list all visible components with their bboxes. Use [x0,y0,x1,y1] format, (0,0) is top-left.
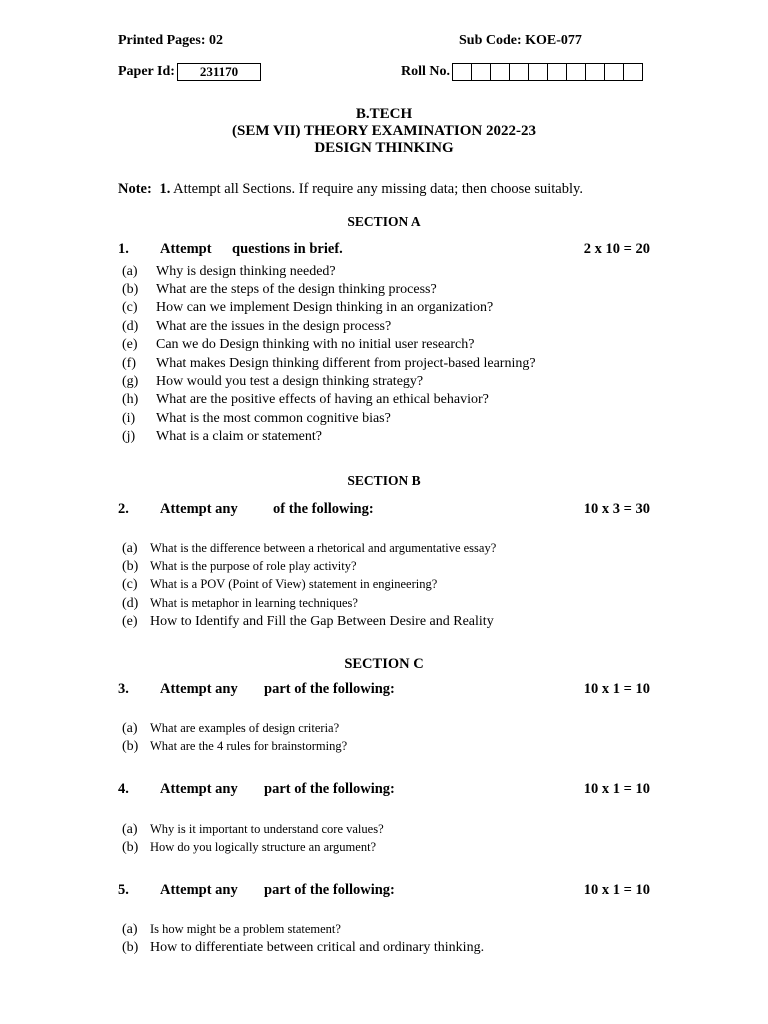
note [118,181,583,198]
question-5-line [0,882,768,900]
item-label: (a) [122,541,138,556]
item-text: What makes Design thinking different from project-based learning? [156,356,536,371]
title-exam: (SEM VII) THEORY EXAMINATION 2022-23 [232,123,536,139]
question-number: 5. [118,882,129,898]
item-text: What is a POV (Point of View) statement in engineering? [150,577,438,591]
question-2-line [0,501,768,519]
question-marks: 10 x 1 = 10 [583,882,650,898]
roll-no-boxes [452,63,643,81]
question-instruction-rest: part of the following: [264,781,395,797]
item-label: (e) [122,614,138,629]
roll-no-cell [490,64,509,80]
roll-no-cell [585,64,604,80]
item-label: (b) [122,282,139,297]
item-label: (b) [122,840,139,855]
question-4-line [0,781,768,799]
item-text: What are the steps of the design thinking process? [156,282,437,297]
section-b-heading: SECTION B [347,473,421,488]
item-text: What is metaphor in learning techniques? [150,596,358,610]
question-number: 2. [118,501,129,517]
question-1-line [0,241,768,259]
roll-no-cell [547,64,566,80]
question-number: 3. [118,681,129,697]
item-label: (d) [122,596,139,611]
item-text: How can we implement Design thinking in an organization? [156,300,494,315]
question-instruction: Attempt [160,241,212,257]
item-label: (d) [122,319,139,334]
item-label: (e) [122,337,138,352]
roll-no-cell [471,64,490,80]
roll-no-cell [604,64,623,80]
item-text: Why is it important to understand core values? [150,822,384,836]
printed-pages: Printed Pages: 02 [118,33,223,48]
item-label: (c) [122,577,138,592]
roll-no-cell [566,64,585,80]
question-marks: 2 x 10 = 20 [583,241,650,257]
question-marks: 10 x 3 = 30 [583,501,650,517]
note-text: Attempt all Sections. If require any missing data; then choose suitably. [173,181,583,197]
item-label: (a) [122,264,138,279]
item-label: (g) [122,374,139,389]
item-text: What is the purpose of role play activity? [150,559,357,573]
item-text: What is the most common cognitive bias? [156,411,391,426]
item-label: (a) [122,822,138,837]
title-degree: B.TECH [355,106,413,122]
question-instruction-rest: of the following: [273,501,374,517]
item-label: (i) [122,411,136,426]
question-instruction: Attempt any [160,501,238,517]
item-label: (h) [122,392,139,407]
item-label: (a) [122,922,138,937]
question-instruction: Attempt any [160,781,238,797]
question-3-line [0,681,768,699]
question-number: 1. [118,241,129,257]
paper-id-label: Paper Id: [118,64,175,79]
item-text: Why is design thinking needed? [156,264,336,279]
question-marks: 10 x 1 = 10 [583,781,650,797]
title-subject: DESIGN THINKING [314,140,454,156]
question-instruction-rest: part of the following: [264,681,395,697]
item-label: (b) [122,940,139,955]
item-label: (c) [122,300,138,315]
question-instruction-rest: part of the following: [264,882,395,898]
item-label: (a) [122,721,138,736]
item-label: (j) [122,429,136,444]
note-number: 1. [159,181,171,197]
note-label: Note: [118,181,152,197]
question-instruction: Attempt any [160,882,238,898]
roll-no-cell [623,64,642,80]
item-text: Can we do Design thinking with no initial user research? [156,337,475,352]
roll-no-cell [509,64,528,80]
item-label: (b) [122,739,139,754]
item-text: How would you test a design thinking strategy? [156,374,424,389]
section-a-heading: SECTION A [347,214,421,229]
item-text: How to Identify and Fill the Gap Between Desire and Reality [150,614,494,629]
item-label: (b) [122,559,139,574]
item-text: What are the 4 rules for brainstorming? [150,739,348,753]
section-c-heading: SECTION C [344,656,424,672]
item-text: What are the positive effects of having an ethical behavior? [156,392,489,407]
roll-no-label: Roll No. [401,64,450,79]
sub-code: Sub Code: KOE-077 [459,33,582,48]
item-label: (f) [122,356,136,371]
question-instruction-rest: questions in brief. [232,241,343,257]
item-text: Is how might be a problem statement? [150,922,341,936]
question-marks: 10 x 1 = 10 [583,681,650,697]
item-text: What is the difference between a rhetorical and argumentative essay? [150,541,497,555]
question-number: 4. [118,781,129,797]
roll-no-cell [528,64,547,80]
roll-no-cell [453,64,471,80]
item-text: What are the issues in the design process? [156,319,392,334]
paper-id-box: 231170 [177,63,261,81]
item-text: What is a claim or statement? [156,429,322,444]
question-instruction: Attempt any [160,681,238,697]
item-text: How to differentiate between critical and ordinary thinking. [150,940,485,955]
item-text: What are examples of design criteria? [150,721,340,735]
item-text: How do you logically structure an argument? [150,840,377,854]
